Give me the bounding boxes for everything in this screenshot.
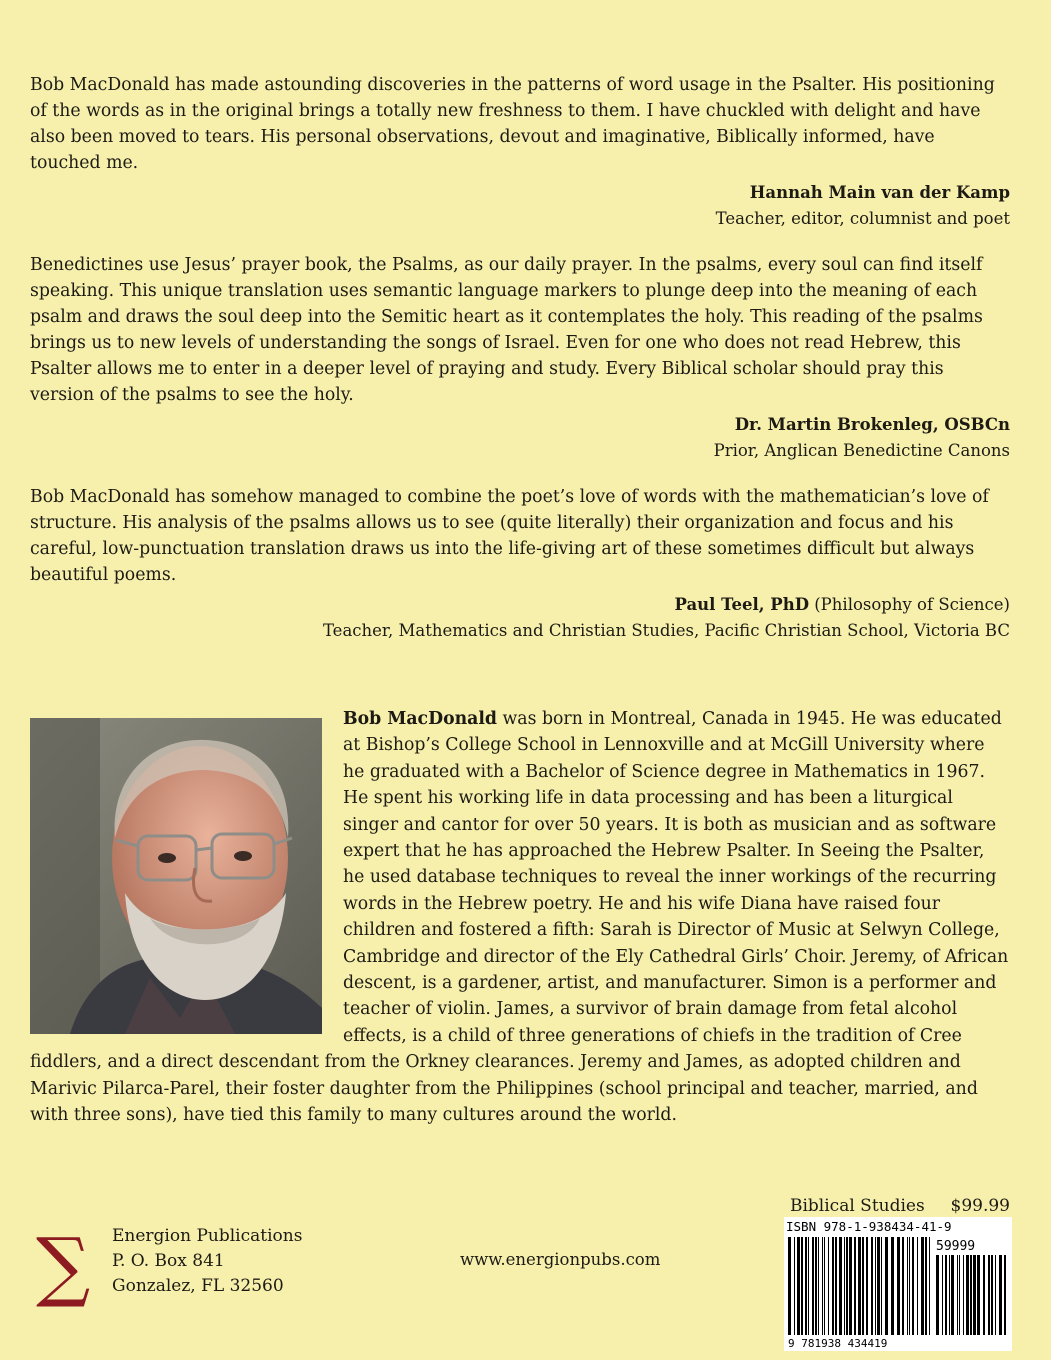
photo-spacer [30,706,343,1042]
barcode-bar [907,1237,908,1335]
publisher-block [36,1221,303,1310]
testimonial-attribution [30,412,1010,464]
testimonial-role: Prior, Anglican Benedictine Canons [713,441,1010,460]
price-code-text: 59999 [936,1239,976,1254]
category-price [790,1196,1010,1216]
testimonial-text: Benedictines use Jesus’ prayer book, the Psalms, as our daily prayer. In the psalms, every soul can find itself speaking. This unique translation uses semantic language markers to plunge deep into the meaning of each psalm and draws the soul deep into the Semitic heart as it contemplates the holy. This reading of the psalms brings us to new levels of understanding the songs of Israel. Even for one who does not read Hebrew, this Psalter allows me to enter in a deeper level of praying and study. Every Biblical scholar should pray this version of the psalms to see the holy. [30,255,983,405]
barcode-bar [983,1255,985,1335]
barcode-bar [854,1237,856,1335]
barcode-bar [812,1237,814,1335]
barcode-bar [849,1237,852,1335]
barcode-bar [828,1237,829,1335]
barcode-bar [917,1237,918,1335]
barcode-bar [891,1237,894,1335]
barcode-bar [991,1255,993,1335]
publisher-name: Energion Publications [112,1226,303,1246]
barcode-bar [925,1237,927,1335]
barcode-bar [970,1255,972,1335]
barcode-bar [866,1237,868,1335]
barcode-bar [966,1255,969,1335]
barcode-bar [949,1255,950,1335]
testimonial-name: Hannah Main van der Kamp [749,183,1010,202]
barcode-bar [957,1255,958,1335]
barcode-bar [988,1255,990,1335]
barcode-bar [929,1237,930,1335]
book-price: $99.99 [950,1196,1010,1216]
testimonials [30,72,1010,664]
barcode-bar [818,1237,819,1335]
barcode-bar [875,1237,876,1335]
barcode-bar [963,1255,964,1335]
testimonial [30,72,1010,232]
barcode-bar [945,1255,947,1335]
testimonial [30,252,1010,464]
barcode-bar [973,1255,976,1335]
barcode-bar [902,1237,904,1335]
barcode-bar [951,1255,954,1335]
barcode-bar [808,1237,809,1335]
barcode-bar [835,1237,837,1335]
barcode-bar [862,1237,864,1335]
barcode-bar [936,1255,939,1335]
testimonial [30,484,1010,644]
barcode-bar [959,1255,960,1335]
publisher-website: www.energionpubs.com [460,1250,661,1269]
barcode-bar [977,1255,980,1335]
barcode-bar [794,1237,795,1335]
testimonial-text: Bob MacDonald has made astounding discoveries in the patterns of word usage in the Psalter. His positioning of the words as in the original brings a totally new freshness to them. I have chuckled with delight and have also been moved to tears. His personal observations, devout and imaginative, Biblically informed, have touched me. [30,75,995,173]
author-name: Bob MacDonald [343,709,498,729]
barcode-bar [877,1237,880,1335]
testimonial-name-suffix: (Philosophy of Science) [809,595,1010,614]
barcode-bar [788,1237,791,1335]
publisher-address [112,1224,302,1299]
author-bio-text: was born in Montreal, Canada in 1945. He was educated at Bishop’s College School in Lennoxville and at McGill University where he graduated with a Bachelor of Science degree in Mathematics in 1967. He spent his working life in data processing and has been a liturgical singer and cantor for over 50 years. It is both as musician and as software expert that he has approached the Hebrew Psalter. In Seeing the Psalter, he used database techniques to reveal the inner workings of the recurring words in the Hebrew poetry. He and his wife Diana have raised four children and fostered a fifth: Sarah is Director of Music at Selwyn College, Cambridge and director of the Ely Cathedral Girls’ Choir. Jeremy, of African descent, is a gardener, artist, and manufacturer. Simon is a performer and teacher of violin. James, a survivor of brain damage from fetal alcohol effects, is a child of three generations of chiefs in the tradition of Cree fiddlers, and a direct descendant from the Orkney clearances. Jeremy and James, as adopted children and Marivic Pilarca-Parel, their foster daughter from the Philippines (school principal and teacher, married, and with three sons), have tied this family to many cultures around the world. [30,709,1009,1126]
barcode-bar [839,1237,842,1335]
barcode-bar [942,1255,943,1335]
barcode-bar [897,1237,900,1335]
barcode-bar [805,1237,807,1335]
isbn-text: ISBN 978-1-938434-41-9 [786,1219,952,1234]
barcode-bar [921,1237,924,1335]
barcode-bar [824,1237,825,1335]
barcode-bar [995,1255,996,1335]
testimonial-name: Paul Teel, PhD [674,595,809,614]
testimonial-role: Teacher, Mathematics and Christian Studies, Pacific Christian School, Victoria BC [322,621,1010,640]
barcode-bar [797,1237,800,1335]
barcode-bar [801,1237,803,1335]
barcode-bars-addon [936,1255,1006,1335]
barcode-bar [844,1237,845,1335]
barcode-bar [822,1237,823,1335]
barcode-bar [912,1237,914,1335]
barcode-graphic [784,1217,1012,1351]
barcode-bar [885,1237,888,1335]
testimonial-attribution [30,180,1010,232]
ean-digits-text: 9 781938 434419 [788,1337,888,1350]
barcode-bar [846,1237,848,1335]
barcode-bar [858,1237,861,1335]
publisher-address-line2: Gonzalez, FL 32560 [112,1276,284,1296]
author-bio [30,706,1010,1129]
barcode-bar [909,1237,910,1335]
barcode-bar [1004,1255,1006,1335]
isbn-barcode [784,1217,1012,1351]
publisher-address-line1: P. O. Box 841 [112,1251,225,1271]
barcode-bar [832,1237,834,1335]
sigma-logo-icon: ∑ [36,1221,91,1310]
barcode-bars-main [788,1237,930,1335]
testimonial-role: Teacher, editor, columnist and poet [715,209,1010,228]
barcode-bar [999,1255,1002,1335]
barcode-bar [815,1237,817,1335]
book-category: Biblical Studies [790,1196,925,1216]
testimonial-name: Dr. Martin Brokenleg, OSBCn [734,415,1010,434]
barcode-bar [881,1237,882,1335]
barcode-bar [871,1237,873,1335]
testimonial-attribution [30,592,1010,644]
testimonial-text: Bob MacDonald has somehow managed to combine the poet’s love of words with the mathematician’s love of structure. His analysis of the psalms allows us to see (quite literally) their organization and focus and his careful, low-punctuation translation draws us into the life-giving art of these sometimes difficult but always beautiful poems. [30,487,989,585]
